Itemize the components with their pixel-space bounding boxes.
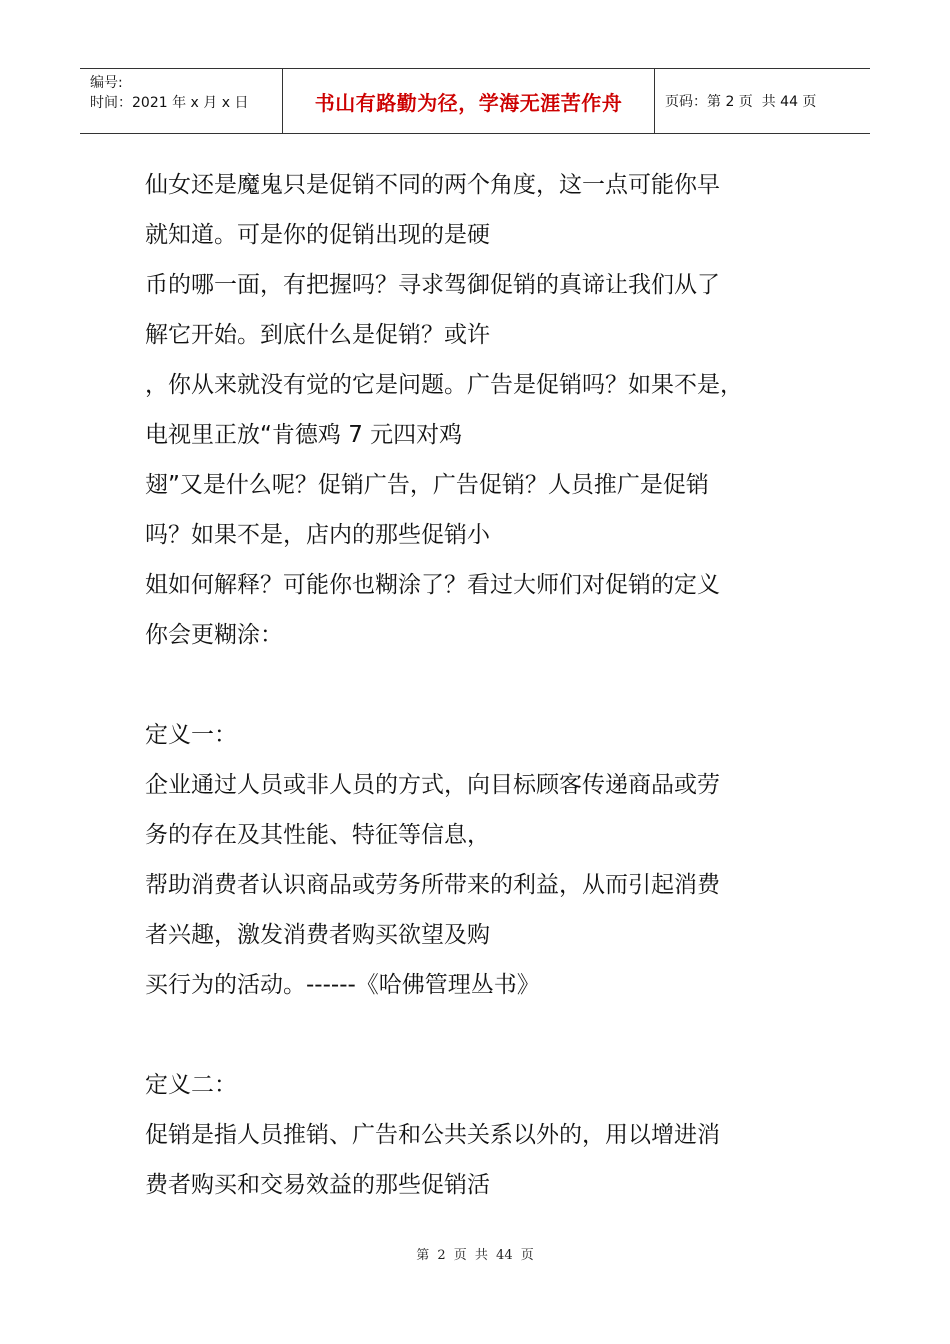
document-number-label: 编号: <box>90 75 123 91</box>
body-line: 就知道。可是你的促销出现的是硬 <box>145 222 490 248</box>
page-header <box>80 68 870 134</box>
body-line: 帮助消费者认识商品或劳务所带来的利益，从而引起消费 <box>145 872 720 898</box>
document-date: 时间：2021 年 x 月 x 日 <box>90 95 249 111</box>
body-line: 务的存在及其性能、特征等信息， <box>145 822 490 848</box>
header-motto: 书山有路勤为径，学海无涯苦作舟 <box>282 69 655 133</box>
body-line: 解它开始。到底什么是促销？或许 <box>145 322 490 348</box>
body-line: 姐如何解释？可能你也糊涂了？看过大师们对促销的定义 <box>145 572 720 598</box>
definition-heading: 定义二： <box>145 1072 237 1098</box>
body-line: 币的哪一面，有把握吗？寻求驾御促销的真谛让我们从了 <box>145 272 720 298</box>
paragraph-gap <box>145 660 845 710</box>
paragraph-gap <box>145 1010 845 1060</box>
page-footer: 第 2 页 共 44 页 <box>416 1248 534 1263</box>
header-meta <box>80 69 282 133</box>
document-body <box>145 160 845 1210</box>
definition-heading: 定义一： <box>145 722 237 748</box>
header-page-count: 页码：第 2 页 共 44 页 <box>665 94 817 110</box>
body-line: 费者购买和交易效益的那些促销活 <box>145 1172 490 1198</box>
body-line: 你会更糊涂： <box>145 622 283 648</box>
body-line: 买行为的活动。------《哈佛管理丛书》 <box>145 972 540 998</box>
body-line: 企业通过人员或非人员的方式，向目标顾客传递商品或劳 <box>145 772 720 798</box>
body-line: 者兴趣，激发消费者购买欲望及购 <box>145 922 490 948</box>
body-line: 翅”又是什么呢？促销广告，广告促销？人员推广是促销 <box>145 472 709 498</box>
body-line: 电视里正放“肯德鸡 7 元四对鸡 <box>145 422 463 448</box>
body-line: ，你从来就没有觉的它是问题。广告是促销吗？如果不是， <box>145 372 743 398</box>
body-line: 吗？如果不是，店内的那些促销小 <box>145 522 490 548</box>
body-line: 促销是指人员推销、广告和公共关系以外的，用以增进消 <box>145 1122 720 1148</box>
body-line: 仙女还是魔鬼只是促销不同的两个角度，这一点可能你早 <box>145 172 720 198</box>
header-page-info <box>655 69 870 133</box>
